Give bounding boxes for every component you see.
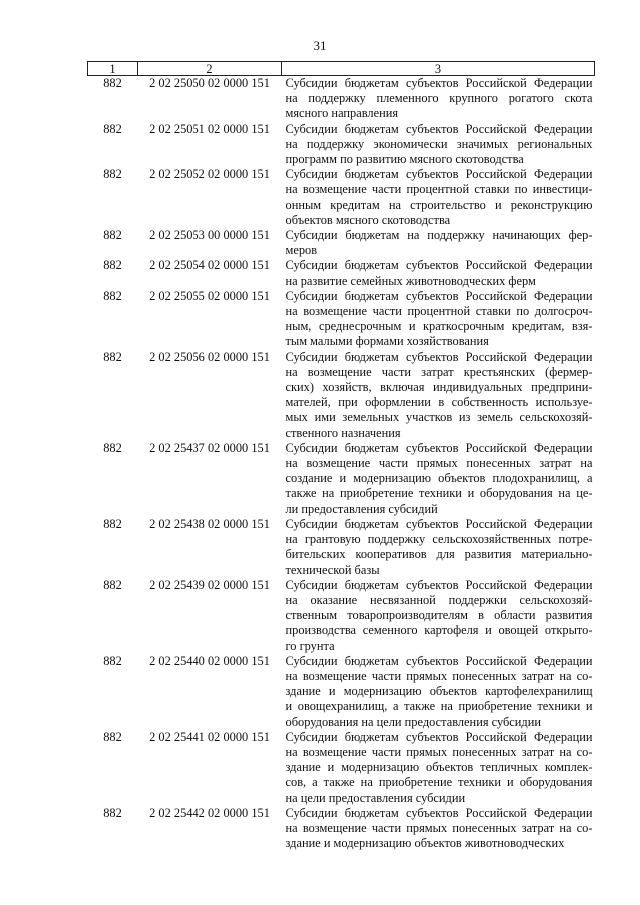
admin-code-cell: 882 (103, 653, 122, 668)
budget-classification-code-cell: 2 02 25439 02 0000 151 (149, 577, 270, 592)
description-line: мых ими земельных участков из земель сельскохозяй- (285, 410, 593, 425)
description-line: на грантовую поддержку сельскохозяйственных потре- (285, 532, 593, 547)
description-line: на поддержку племенного крупного рогатого скота (285, 91, 593, 106)
admin-code-cell: 882 (103, 805, 122, 820)
description-line: на цели предоставления субсидии (285, 790, 466, 805)
description-line: объектов мясного скотоводства (285, 212, 451, 227)
admin-code-cell: 882 (103, 167, 122, 182)
revenue-description-cell (282, 730, 595, 806)
revenue-description-cell (282, 578, 595, 654)
description-line: на возмещение части процентной ставки по инвестици- (285, 182, 593, 197)
budget-classification-code-cell: 2 02 25052 02 0000 151 (149, 167, 270, 182)
description-line: производства семенного картофеля и овощей открыто- (285, 623, 593, 638)
description-line: ственным товаропроизводителям в области развития (285, 608, 593, 623)
admin-code-cell: 882 (103, 440, 122, 455)
budget-classification-code-cell: 2 02 25441 02 0000 151 (149, 729, 270, 744)
revenue-description-cell (282, 258, 595, 288)
description-line: Субсидии бюджетам субъектов Российской Федерации (285, 440, 593, 455)
description-line: Субсидии бюджетам субъектов Российской Федерации (285, 805, 593, 820)
table-row (88, 578, 595, 654)
revenue-description-cell (282, 654, 595, 730)
admin-code-cell: 882 (103, 729, 122, 744)
description-line: также на приобретение техники и оборудования на це- (285, 486, 593, 501)
page-number: 31 (313, 38, 327, 53)
description-line: технической базы (285, 562, 380, 577)
description-line: Субсидии бюджетам на поддержку начинающих фер- (285, 228, 593, 243)
description-line: Субсидии бюджетам субъектов Российской Федерации (285, 258, 593, 273)
budget-classification-code-cell: 2 02 25055 02 0000 151 (149, 288, 270, 303)
description-line: сов, а также на приобретение техники и оборудования (285, 775, 593, 790)
description-line: меров (285, 243, 318, 258)
description-line: здание и модернизацию объектов картофелехранилищ (285, 684, 593, 699)
admin-code-cell: 882 (103, 228, 122, 243)
table-row (88, 167, 595, 228)
description-line: оборудования на цели предоставления субсидии (285, 714, 541, 729)
description-line: на оказание несвязанной поддержки сельскохозяй- (285, 592, 593, 607)
description-line: мясного направления (285, 106, 399, 121)
admin-code-cell: 882 (103, 121, 122, 136)
description-line: ственного назначения (285, 425, 401, 440)
budget-classification-code-cell: 2 02 25442 02 0000 151 (149, 805, 270, 820)
description-line: на возмещение части прямых понесенных затрат на (285, 456, 593, 471)
description-line: Субсидии бюджетам субъектов Российской Федерации (285, 516, 593, 531)
budget-codes-table (87, 61, 595, 851)
description-line: программ по развитию мясного скотоводства (285, 152, 524, 167)
revenue-description-cell (282, 76, 595, 122)
description-line: Субсидии бюджетам субъектов Российской Федерации (285, 653, 593, 668)
description-line: на возмещение части прямых понесенных затрат на со- (285, 744, 593, 759)
budget-classification-code-cell: 2 02 25054 02 0000 151 (149, 258, 270, 273)
budget-classification-code-cell: 2 02 25056 02 0000 151 (149, 349, 270, 364)
table-row (88, 441, 595, 517)
revenue-description-cell (282, 122, 595, 168)
admin-code-cell: 882 (103, 349, 122, 364)
table-row (88, 350, 595, 441)
admin-code-cell: 882 (103, 288, 122, 303)
description-line: ным, среднесрочным и краткосрочным кредитам, взя- (285, 319, 593, 334)
description-line: Субсидии бюджетам субъектов Российской Федерации (285, 121, 593, 136)
description-line: на возмещение части процентной ставки по долгосроч- (285, 304, 593, 319)
budget-classification-code-cell: 2 02 25050 02 0000 151 (149, 76, 270, 90)
description-line: Субсидии бюджетам субъектов Российской Федерации (285, 76, 593, 90)
description-line: тым малыми формами хозяйствования (285, 334, 489, 349)
table-row (88, 654, 595, 730)
revenue-description-cell (282, 289, 595, 350)
table-row (88, 517, 595, 578)
description-line: на возмещение части затрат крестьянских (фермер- (285, 364, 593, 379)
description-line: ли предоставления субсидий (285, 501, 438, 516)
description-line: мателей, при оформлении в собственность используе- (285, 395, 593, 410)
table-row (88, 806, 595, 852)
admin-code-cell: 882 (103, 76, 122, 90)
table-body (88, 76, 595, 852)
description-line: ских) хозяйств, включая индивидуальных предприни- (285, 380, 593, 395)
column-header-3: 3 (282, 62, 595, 76)
description-line: на поддержку экономически значимых региональных (285, 136, 593, 151)
description-line: Субсидии бюджетам субъектов Российской Федерации (285, 729, 593, 744)
description-line: и овощехранилищ, а также на приобретение техники и (285, 699, 593, 714)
table-row (88, 76, 595, 122)
revenue-description-cell (282, 350, 595, 441)
budget-classification-code-cell: 2 02 25438 02 0000 151 (149, 516, 270, 531)
description-line: на возмещение части прямых понесенных затрат на со- (285, 820, 593, 835)
column-header-1: 1 (88, 62, 138, 76)
table-row (88, 258, 595, 288)
description-line: бительских кооперативов для развития материально- (285, 547, 593, 562)
budget-classification-code-cell: 2 02 25051 02 0000 151 (149, 121, 270, 136)
description-line: онным кредитам на строительство и реконструкцию (285, 197, 593, 212)
budget-classification-code-cell: 2 02 25440 02 0000 151 (149, 653, 270, 668)
description-line: Субсидии бюджетам субъектов Российской Федерации (285, 349, 593, 364)
budget-classification-code-cell: 2 02 25053 00 0000 151 (149, 228, 270, 243)
revenue-description-cell (282, 441, 595, 517)
budget-classification-code-cell: 2 02 25437 02 0000 151 (149, 440, 270, 455)
table-row (88, 122, 595, 168)
admin-code-cell: 882 (103, 516, 122, 531)
table-row (88, 730, 595, 806)
revenue-description-cell (282, 167, 595, 228)
description-line: на возмещение части прямых понесенных затрат на со- (285, 668, 593, 683)
description-line: Субсидии бюджетам субъектов Российской Федерации (285, 577, 593, 592)
description-line: Субсидии бюджетам субъектов Российской Федерации (285, 288, 593, 303)
column-header-2: 2 (138, 62, 282, 76)
revenue-description-cell (282, 228, 595, 258)
description-line: го грунта (285, 638, 335, 653)
description-line: здание и модернизацию объектов тепличных комплек- (285, 760, 593, 775)
admin-code-cell: 882 (103, 577, 122, 592)
table-row (88, 289, 595, 350)
revenue-description-cell (282, 806, 595, 852)
admin-code-cell: 882 (103, 258, 122, 273)
description-line: создание и модернизацию объектов плодохранилищ, а (285, 471, 593, 486)
description-line: здание и модернизацию объектов животноводческих (285, 836, 565, 851)
description-line: Субсидии бюджетам субъектов Российской Федерации (285, 167, 593, 182)
table-header (88, 62, 595, 76)
revenue-description-cell (282, 517, 595, 578)
table-row (88, 228, 595, 258)
description-line: на развитие семейных животноводческих ферм (285, 273, 536, 288)
